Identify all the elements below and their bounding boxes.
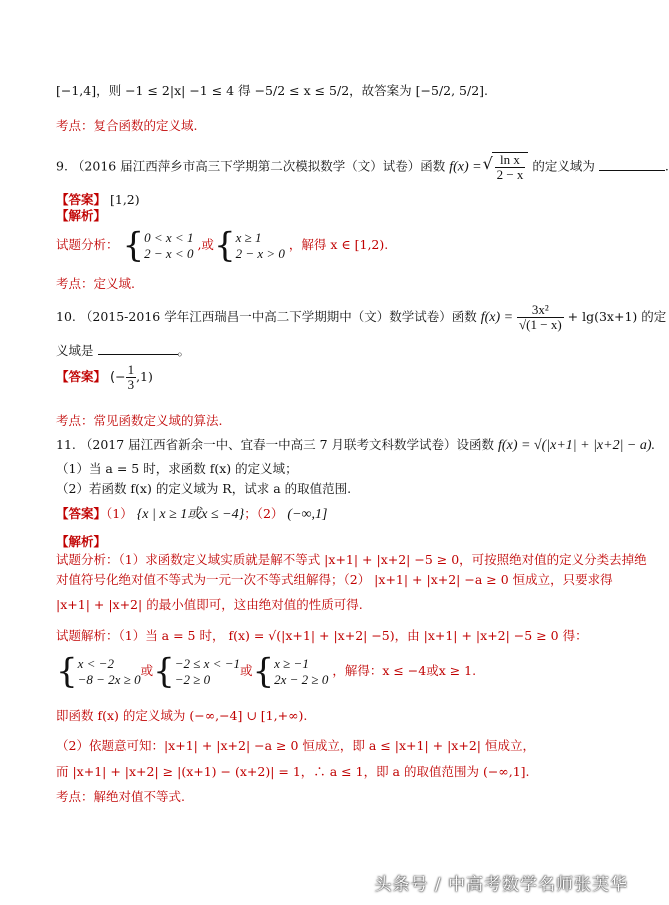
- q11-answer-tag: 【答案】: [56, 506, 107, 521]
- q11-system-c: [274, 656, 328, 688]
- q11-analysis-tag-text: 【解析】: [56, 534, 107, 549]
- q11-analysis-line1-text: 试题分析：（1）求函数定义域实质就是解不等式 |x+1| + |x+2| −5 ≥ 0，可按照绝对值的定义分类去掉绝: [56, 552, 647, 567]
- q9-brace-2: {: [213, 225, 236, 266]
- q11-kaodian: [56, 788, 185, 806]
- q11-part2: [56, 480, 351, 498]
- top-solution-text: [−1,4]，则 −1 ≤ 2|x| −1 ≤ 4 得 −5/2 ≤ x ≤ 5/2，故答案为 [−5/2, 5/2].: [56, 83, 489, 98]
- q10-line2-text: 义域是: [56, 343, 94, 358]
- q9-fraction-den: 2 − x: [496, 167, 524, 182]
- q9-source: （2016 届江西萍乡市高三下学期第二次模拟数学（文）试卷）函数: [71, 158, 446, 174]
- q11-solution-line1-text: 试题解析：（1）当 a = 5 时， f(x) = √(|x+1| + |x+2| −5)，由 |x+1| + |x+2| −5 ≥ 0 得：: [56, 628, 588, 643]
- q11-answer-line: [56, 505, 327, 524]
- q9-analysis-tag: [56, 207, 106, 225]
- q11-analysis-line3: [56, 596, 363, 614]
- q10-stem: [56, 300, 666, 335]
- q9-fraction: [495, 153, 526, 182]
- q11-answer1-label: （1）: [106, 506, 133, 521]
- q11-system-a-row-2: −8 − 2x ≥ 0: [77, 671, 141, 687]
- q9-answer-tag: 【答案】: [56, 192, 107, 207]
- q11-answer2-label: ；（2）: [244, 506, 284, 521]
- q10-kaodian: [56, 412, 222, 430]
- q9-system-2-row-2: 2 − x > 0: [235, 245, 285, 261]
- q11-system-b-row-1: −2 ≤ x < −1: [174, 655, 240, 671]
- q9-fraction-num: √ ln x: [495, 153, 526, 168]
- q9-answer-blank: [599, 158, 665, 171]
- q9-answer: [1,2): [110, 192, 140, 207]
- q11-system-a-row-1: x < −2: [77, 655, 114, 671]
- q10-answer-open: (: [110, 370, 116, 385]
- q10-kaodian-text: 考点：常见函数定义域的算法.: [56, 413, 223, 428]
- q10-answer-tail: ,1): [136, 369, 153, 384]
- top-kaodian-text: 考点：复合函数的定义域.: [56, 118, 198, 133]
- q9-kaodian-text: 考点：定义域.: [56, 276, 135, 291]
- q11-brace-b: {: [153, 651, 175, 692]
- q10-answer-den: 3: [127, 377, 135, 392]
- q10-answer-blank: [98, 342, 178, 355]
- q11-domain-line: [56, 707, 307, 725]
- q11-systems: [56, 652, 476, 690]
- q11-system-c-row-2: 2x − 2 ≥ 0: [274, 671, 329, 687]
- q11-or-1: 或: [140, 663, 154, 678]
- q9-number: 9.: [56, 158, 68, 174]
- q10-number: 10.: [56, 309, 76, 324]
- q9-system-1: [144, 230, 193, 262]
- q10-source: （2015-2016 学年江西瑞昌一中高二下学期期中（文）数学试卷）函数: [79, 309, 477, 324]
- q9-stem: 9. （2016 届江西萍乡市高三下学期第二次模拟数学（文）试卷）函数 f(x) = √ $\frac{\text{ln x}}{2 - x}$ 的定义域为 .: [56, 152, 669, 182]
- q11-source: （2017 届江西省新余一中、宜春一中高三 7 月联考文科数学试卷）设函数: [79, 437, 495, 452]
- q11-part2-solution-1-text: （2）依题意可知：|x+1| + |x+2| −a ≥ 0 恒成立，即 a ≤ |x+1| + |x+2| 恒成立，: [56, 738, 535, 753]
- q9-sqrt: [492, 152, 529, 182]
- q9-result: ，解得 x ∈ [1,2).: [288, 237, 389, 252]
- q10-answer-minus: −: [115, 369, 126, 384]
- q11-analysis-tag: [56, 533, 106, 551]
- q11-system-b-row-2: −2 ≥ 0: [174, 671, 211, 687]
- q9-system-1-row-2: 2 − x < 0: [144, 245, 194, 261]
- q10-func: f(x) =: [480, 310, 514, 325]
- q11-solution-line1: [56, 627, 588, 645]
- q11-system-a: [78, 656, 141, 688]
- q11-func: f(x) = √(|x+1| + |x+2| − a).: [498, 438, 656, 453]
- q10-tail: + lg(3x+1) 的定: [567, 309, 667, 324]
- q9-func: f(x) =: [449, 159, 482, 175]
- q10-line2: [56, 342, 190, 360]
- q11-brace-c: {: [252, 651, 275, 692]
- q11-system-c-row-1: x ≥ −1: [274, 655, 309, 671]
- top-kaodian: [56, 117, 197, 135]
- q10-line2-end: 。: [177, 343, 191, 358]
- q11-part2-text: （2）若函数 f(x) 的定义域为 R，试求 a 的取值范围.: [56, 481, 352, 496]
- q10-fraction: [517, 303, 564, 332]
- q10-fraction-den: √(1 − x): [519, 317, 562, 332]
- q11-part2-solution-1: [56, 737, 535, 755]
- q9-system-1-row-1: 0 < x < 1: [144, 229, 194, 245]
- q11-or-2: 或: [239, 663, 253, 678]
- q10-answer-tag: 【答案】: [56, 369, 107, 384]
- q9-analysis-prefix: 试题分析：: [56, 237, 119, 252]
- watermark: 头条号 / 中高考数学名师张芙华: [374, 875, 628, 895]
- q10-answer-line: [56, 360, 153, 395]
- q11-analysis-line2: [56, 571, 613, 589]
- q9-or: ,或: [197, 237, 214, 252]
- q11-analysis-line1: [56, 551, 647, 569]
- q11-system-b: [175, 656, 240, 688]
- top-solution-line: [56, 82, 488, 100]
- q11-part2-solution-2: [56, 763, 530, 781]
- q11-number: 11.: [56, 437, 76, 452]
- q10-fraction-num: 3x²: [517, 303, 564, 318]
- q9-tail: 的定义域为: [532, 158, 595, 174]
- q11-part1: [56, 460, 298, 478]
- q9-analysis: [56, 226, 388, 264]
- q11-domain-line-text: 即函数 f(x) 的定义域为 (−∞,−4] ∪ [1,+∞).: [56, 708, 308, 723]
- q11-analysis-line2-text: 对值符号化绝对值不等式为一元一次不等式组解得；（2） |x+1| + |x+2| −a ≥ 0 恒成立，只要求得: [56, 572, 613, 587]
- q9-brace-1: {: [122, 225, 145, 266]
- q9-system-2: [236, 230, 285, 262]
- q9-kaodian: [56, 275, 135, 293]
- q11-answer2: (−∞,1]: [287, 507, 328, 522]
- q11-brace-a: {: [56, 651, 78, 692]
- q11-part2-solution-2-text: 而 |x+1| + |x+2| ≥ |(x+1) − (x+2)| = 1，∴ a ≤ 1，即 a 的取值范围为 (−∞,1].: [56, 764, 530, 779]
- q10-answer-fraction: [126, 363, 137, 392]
- q11-analysis-line3-text: |x+1| + |x+2| 的最小值即可，这由绝对值的性质可得.: [56, 597, 363, 612]
- q11-stem: [56, 436, 655, 455]
- q9-analysis-tag-text: 【解析】: [56, 208, 107, 223]
- q11-answer1: {x | x ≥ 1或x ≤ −4}: [136, 507, 245, 522]
- q11-part1-text: （1）当 a = 5 时，求函数 f(x) 的定义域；: [56, 461, 298, 476]
- q11-kaodian-text: 考点：解绝对值不等式.: [56, 789, 185, 804]
- q9-system-2-row-1: x ≥ 1: [235, 229, 262, 245]
- q10-answer-num: 1: [127, 362, 135, 377]
- q11-solve: ，解得：x ≤ −4或x ≥ 1.: [332, 663, 477, 678]
